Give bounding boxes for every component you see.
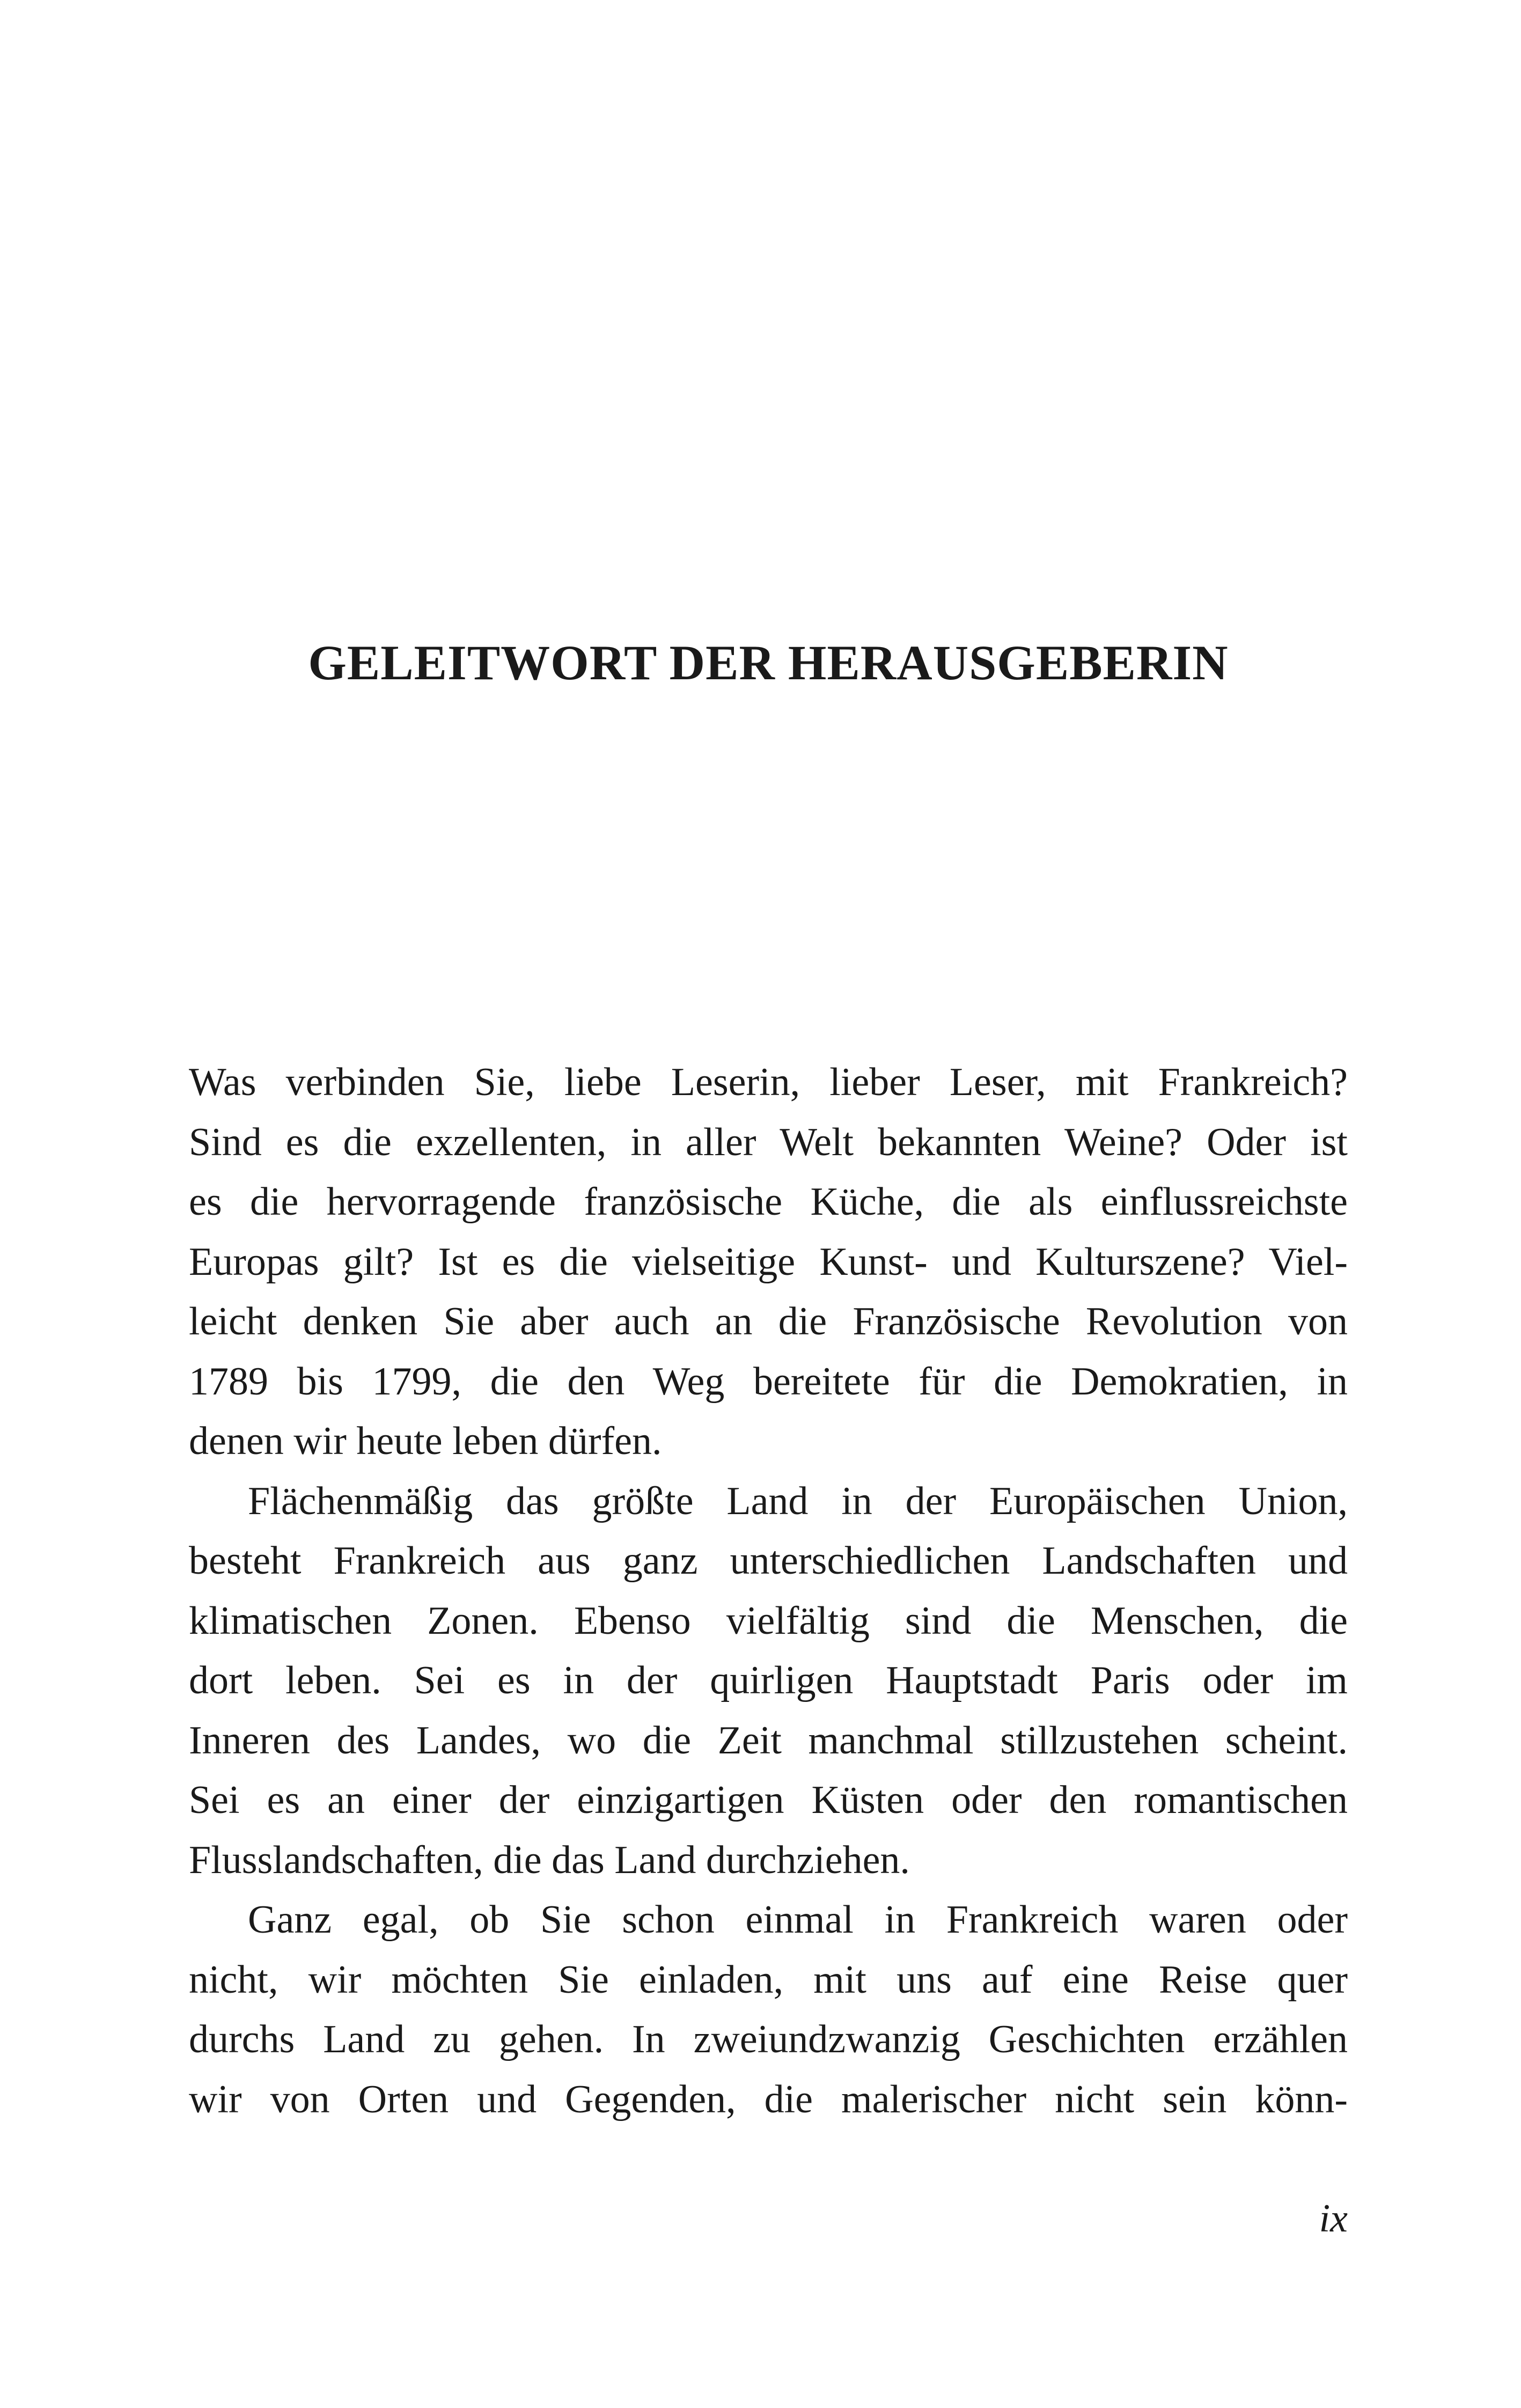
- body-text: [189, 1053, 1348, 2130]
- text-line: denen wir heute leben dürfen.: [189, 1419, 662, 1463]
- text-line: Inneren des Landes, wo die Zeit manchmal stillzustehen scheint.: [189, 1718, 1348, 1763]
- text-line: es die hervorragende französische Küche, die als einflussreichste: [189, 1180, 1348, 1224]
- paragraph-1: [189, 1053, 1348, 1472]
- text-line: Flächenmäßig das größte Land in der Europäischen Union,: [248, 1479, 1348, 1523]
- paragraph-2: [189, 1472, 1348, 1891]
- paragraph-3: [189, 1890, 1348, 2130]
- text-line: durchs Land zu gehen. In zweiundzwanzig Geschichten erzählen: [189, 2017, 1348, 2061]
- page-title: GELEITWORT DER HERAUSGEBERIN: [308, 635, 1229, 690]
- page-number: ix: [1319, 2197, 1348, 2241]
- text-line: leicht denken Sie aber auch an die Französische Revolution von: [189, 1300, 1348, 1344]
- text-line: wir von Orten und Gegenden, die malerischer nicht sein könn-: [189, 2077, 1348, 2121]
- text-line: 1789 bis 1799, die den Weg bereitete für die Demokratien, in: [189, 1359, 1348, 1404]
- text-line: Flusslandschaften, die das Land durchziehen.: [189, 1838, 910, 1882]
- text-line: Sind es die exzellenten, in aller Welt bekannten Weine? Oder ist: [189, 1120, 1348, 1164]
- text-line: besteht Frankreich aus ganz unterschiedlichen Landschaften und: [189, 1539, 1348, 1583]
- text-line: dort leben. Sei es in der quirligen Hauptstadt Paris oder im: [189, 1658, 1348, 1702]
- text-line: Was verbinden Sie, liebe Leserin, lieber Leser, mit Frankreich?: [189, 1060, 1348, 1104]
- text-line: Ganz egal, ob Sie schon einmal in Frankreich waren oder: [248, 1898, 1348, 1942]
- text-line: nicht, wir möchten Sie einladen, mit uns auf eine Reise quer: [189, 1957, 1348, 2002]
- text-line: klimatischen Zonen. Ebenso vielfältig sind die Menschen, die: [189, 1598, 1348, 1643]
- text-line: Europas gilt? Ist es die vielseitige Kunst- und Kulturszene? Viel-: [189, 1239, 1348, 1284]
- text-line: Sei es an einer der einzigartigen Küsten oder den romantischen: [189, 1778, 1348, 1822]
